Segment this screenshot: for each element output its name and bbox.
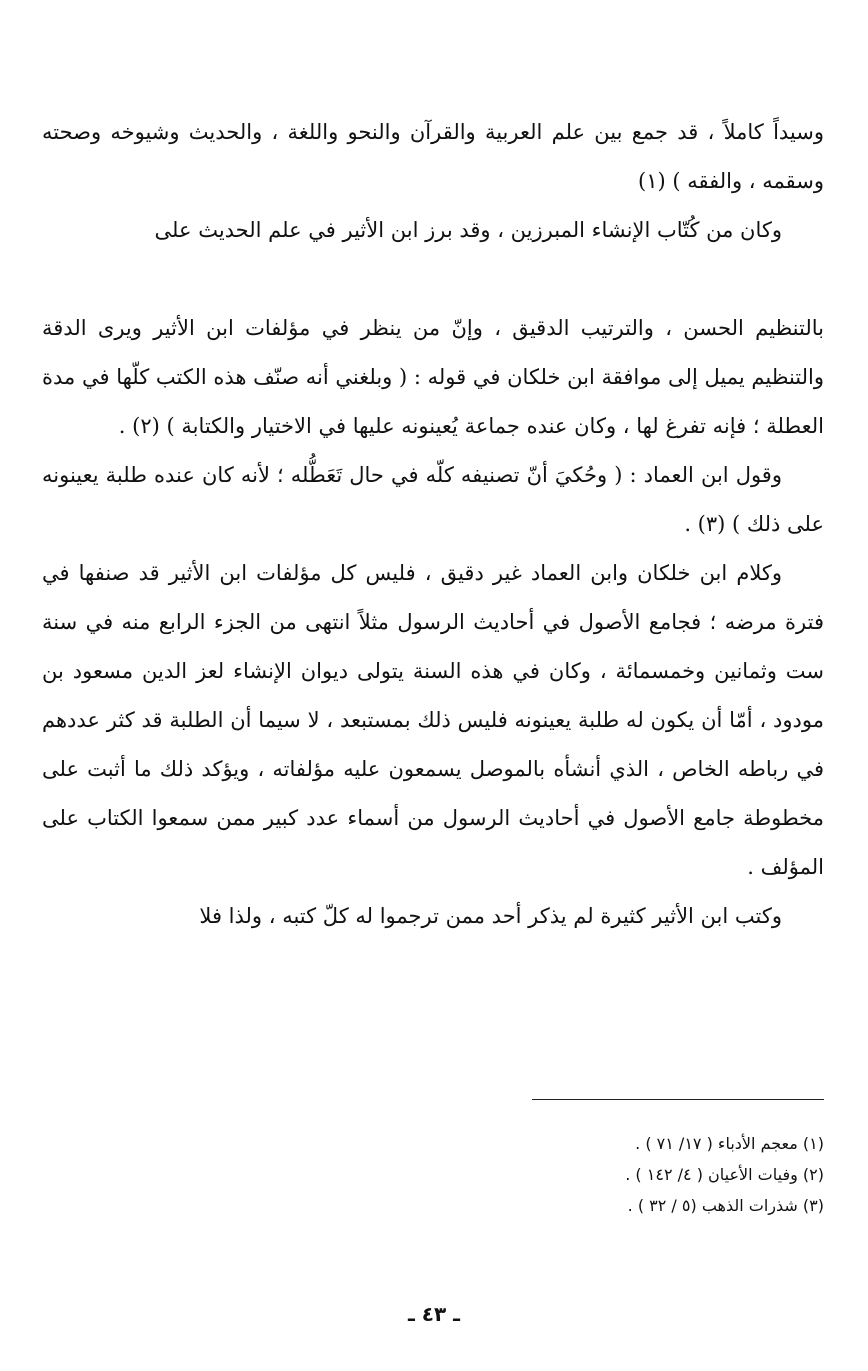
footnote: (٢) وفيات الأعيان ( ٤/ ١٤٢ ) . bbox=[625, 1165, 824, 1184]
footnotes bbox=[124, 1128, 824, 1221]
paragraph: وكتب ابن الأثير كثيرة لم يذكر أحد ممن ترجموا له كلّ كتبه ، ولذا فلا bbox=[199, 904, 782, 928]
paragraph: وقول ابن العماد : ( وحُكيَ أنّ تصنيفه كلّه في حال تَعَطُّله ؛ لأنه كان عنده طلبة يعينونه على ذلك ) (٣) . bbox=[42, 463, 824, 536]
page-number: ـ ٤٣ ـ bbox=[407, 1302, 461, 1326]
paragraph: وكلام ابن خلكان وابن العماد غير دقيق ، فليس كل مؤلفات ابن الأثير قد صنفها في فترة مرضه ؛ فجامع الأصول في أحاديث الرسول مثلاً انتهى من الجزء الرابع منه في سنة ست وثمانين وخمسمائة ، وكان في هذه السنة يتولى ديوان الإنشاء لعز الدين مسعود بن مودود ، أمّا أن يكون له طلبة يعينونه فليس ذلك بمستبعد ، لا سيما أن الطلبة قد كثر عددهم في رباطه الخاص ، الذي أنشأه بالموصل يسمعون عليه مؤلفاته ، ويؤكد ذلك ما أثبت على مخطوطة جامع الأصول في أحاديث الرسول من أسماء عدد كبير ممن سمعوا الكتاب على المؤلف . bbox=[42, 561, 824, 879]
paragraph: بالتنظيم الحسن ، والترتيب الدقيق ، وإنّ من ينظر في مؤلفات ابن الأثير ويرى الدقة والتنظيم يميل إلى موافقة ابن خلكان في قوله : ( وبلغني أنه صنّف هذه الكتب كلّها في مدة العطلة ؛ فإنه تفرغ لها ، وكان عنده جماعة يُعينونه عليها في الاختيار والكتابة ) (٢) . bbox=[42, 316, 824, 438]
footnote: (١) معجم الأدباء ( ١٧/ ٧١ ) . bbox=[635, 1134, 824, 1153]
paragraph: وكان من كُتّاب الإنشاء المبرزين ، وقد برز ابن الأثير في علم الحديث على bbox=[154, 218, 782, 242]
body-text bbox=[42, 108, 824, 941]
footnote: (٣) شذرات الذهب (٥ / ٣٢ ) . bbox=[627, 1196, 824, 1215]
paragraph: وسيداً كاملاً ، قد جمع بين علم العربية والقرآن والنحو واللغة ، والحديث وشيوخه وصحته وسقمه ، والفقه ) (١) bbox=[42, 120, 824, 193]
footnote-divider bbox=[532, 1099, 824, 1100]
